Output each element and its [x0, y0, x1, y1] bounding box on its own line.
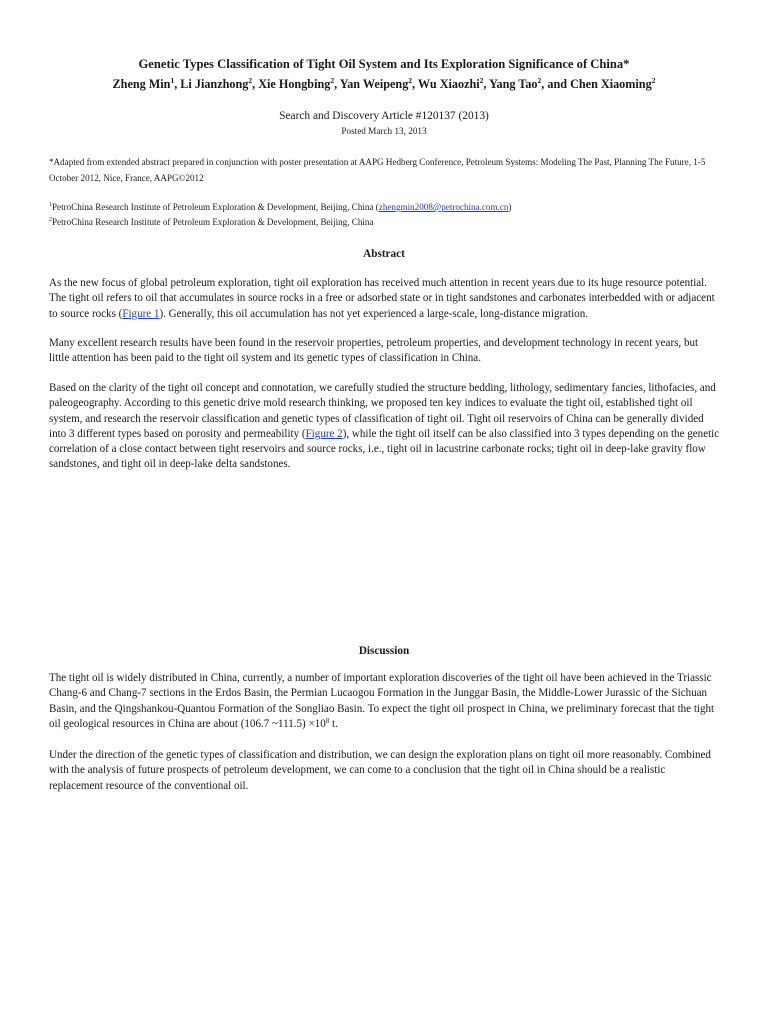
- author: Zheng Min$^1$,: [112, 76, 181, 91]
- abstract-paragraph-2: Many excellent research results have been found in the reservoir properties, petroleum properties, and development technology in recent years, but little attention has been paid to the tight oil system and its genetic types of classification in China.: [49, 337, 699, 365]
- discussion-heading: Discussion: [358, 645, 410, 657]
- affiliation-marker: 2: [408, 76, 413, 85]
- affiliation-marker: 1: [170, 76, 175, 85]
- author: Xie Hongbing$^2$,: [258, 76, 340, 91]
- paper-title: Genetic Types Classification of Tight Oil System and Its Exploration Significance of China*: [138, 57, 630, 71]
- posted-date: Posted March 13, 2013: [341, 126, 427, 136]
- discussion-paragraph-2: Under the direction of the genetic types of classification and distribution, we can design the exploration plans on tight oil more reasonably. Combined with the analysis of future prospects of petroleum development, we can come to a conclusion that the tight oil in China should be a realistic replacement resource of the conventional oil.: [49, 749, 711, 792]
- abstract-paragraph-3: Based on the clarity of the tight oil concept and connotation, we carefully studied the structure bedding, lithology, sedimentary fancies, lithofacies, and paleogeography. According to this genetic drive mold research thinking, we proposed ten key indices to evaluate the tight oil, established tight oil system, and research the reservoir classification and genetic types of classification of tight oil. Tight oil reservoirs of China can be generally divided into 3 different types based on porosity and permeability (Figure 2), while the tight oil itself can be also classified into 3 types depending on the genetic correlation of a close contact between tight reservoirs and source rocks, i.e., tight oil in lacustrine carbonate rocks; tight oil in deep-lake gravity flow sandstones, and tight oil in deep-lake delta sandstones.: [49, 382, 720, 471]
- figure-2-link[interactable]: Figure 2: [305, 427, 343, 440]
- author: Li Jianzhong$^2$,: [180, 76, 259, 91]
- author: Yan Weipeng$^2$,: [339, 76, 418, 91]
- author: Wu Xiaozhi$^2$,: [417, 76, 490, 91]
- article-number: Search and Discovery Article #120137 (2013): [279, 110, 489, 122]
- affiliation-marker: 2: [651, 76, 656, 85]
- affiliation-marker: 2: [330, 76, 335, 85]
- affiliation-2: $^2$PetroChina Research Institute of Petroleum Exploration & Development, Beijing, China: [49, 217, 374, 227]
- affiliation-marker: 2: [537, 76, 542, 85]
- author: Yang Tao$^2$, and: [489, 76, 571, 91]
- author-list: [0, 75, 768, 93]
- affiliation-marker: 2: [248, 76, 253, 85]
- affiliation-1: $^1$PetroChina Research Institute of Petroleum Exploration & Development, Beijing, China (zhengmin2008@petrochina.com.cn): [49, 202, 512, 212]
- affiliation-marker: 2: [479, 76, 484, 85]
- adaptation-note: *Adapted from extended abstract prepared in conjunction with poster presentation at AAPG Hedberg Conference, Petroleum Systems: Modeling The Past, Planning The Future, 1-5 October 2012, Nice, France, AAPG©2012: [49, 157, 706, 183]
- author-email-link[interactable]: zhengmin2008@petrochina.com.cn: [378, 202, 509, 212]
- author: Chen Xiaoming$^2$: [570, 76, 656, 91]
- abstract-paragraph-1: As the new focus of global petroleum exploration, tight oil exploration has received much attention in recent years due to its huge resource potential. The tight oil refers to oil that accumulates in source rocks in a free or adsorbed state or in tight sandstones and carbonates interbedded with or adjacent to source rocks (Figure 1). Generally, this oil accumulation has not yet experienced a large-scale, long-distance migration.: [49, 277, 715, 320]
- figure-1-link[interactable]: Figure 1: [122, 307, 160, 320]
- abstract-heading: Abstract: [363, 248, 405, 260]
- discussion-paragraph-1: The tight oil is widely distributed in China, currently, a number of important exploration discoveries of the tight oil have been achieved in the Triassic Chang-6 and Chang-7 sections in the Erdos Basin, the Permian Lucaogou Formation in the Junggar Basin, the Middle-Lower Jurassic of the Sichuan Basin, and the Qingshankou-Quantou Formation of the Songliao Basin. To expect the tight oil prospect in China, we preliminary forecast that the tight oil geological resources in China are about (106.7 ~111.5) $\times 10^8$ t.: [49, 672, 715, 730]
